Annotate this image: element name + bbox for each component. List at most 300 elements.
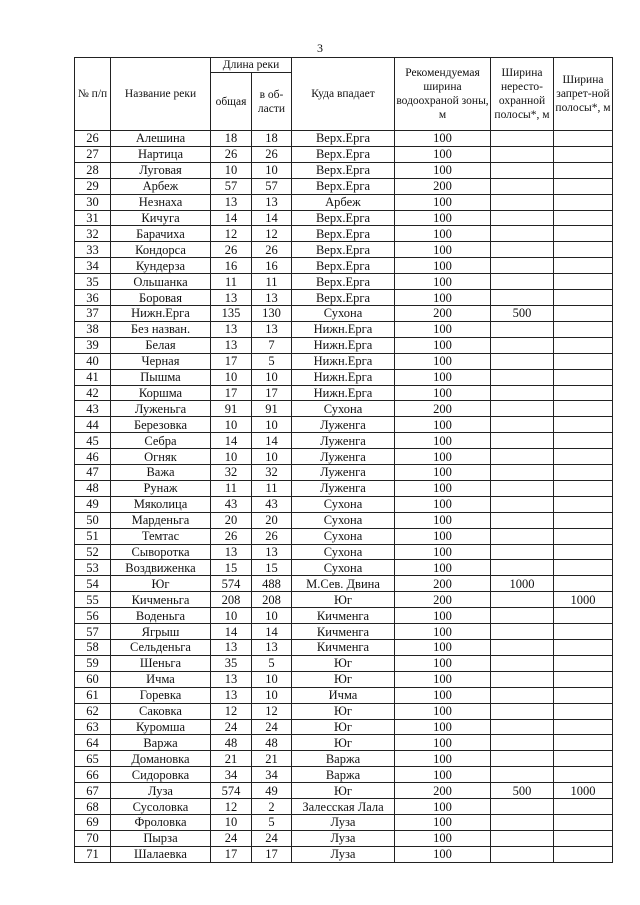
cell-spawn-width [491, 480, 554, 496]
cell-zone-width: 100 [395, 496, 491, 512]
cell-forbid-width [554, 290, 613, 306]
cell-zone-width: 100 [395, 258, 491, 274]
cell-river-name: Саковка [111, 703, 211, 719]
cell-forbid-width [554, 751, 613, 767]
cell-mouth: Луженга [292, 480, 395, 496]
cell-mouth: Луза [292, 814, 395, 830]
cell-mouth: Нижн.Ерга [292, 385, 395, 401]
table-row [75, 751, 613, 767]
cell-num: 33 [75, 242, 111, 258]
cell-zone-width: 100 [395, 449, 491, 465]
cell-spawn-width: 500 [491, 783, 554, 799]
cell-mouth: Сухона [292, 401, 395, 417]
cell-length-total: 20 [211, 512, 252, 528]
cell-zone-width: 100 [395, 687, 491, 703]
table-row [75, 703, 613, 719]
cell-forbid-width [554, 655, 613, 671]
table-row [75, 655, 613, 671]
cell-length-region: 12 [252, 703, 292, 719]
cell-river-name: Фроловка [111, 814, 211, 830]
rivers-table [74, 57, 613, 863]
cell-spawn-width [491, 528, 554, 544]
table-row [75, 576, 613, 592]
cell-spawn-width [491, 719, 554, 735]
cell-mouth: Сухона [292, 560, 395, 576]
cell-spawn-width [491, 592, 554, 608]
cell-forbid-width [554, 624, 613, 640]
cell-zone-width: 100 [395, 767, 491, 783]
cell-length-total: 14 [211, 433, 252, 449]
cell-zone-width: 100 [395, 226, 491, 242]
cell-mouth: Луженга [292, 417, 395, 433]
table-row [75, 337, 613, 353]
cell-zone-width: 100 [395, 131, 491, 147]
cell-forbid-width [554, 703, 613, 719]
cell-forbid-width [554, 687, 613, 703]
cell-mouth: Верх.Ерга [292, 274, 395, 290]
cell-river-name: Куромша [111, 719, 211, 735]
cell-spawn-width [491, 178, 554, 194]
cell-length-region: 208 [252, 592, 292, 608]
cell-length-region: 91 [252, 401, 292, 417]
cell-length-total: 26 [211, 146, 252, 162]
cell-mouth: Верх.Ерга [292, 258, 395, 274]
cell-river-name: Кондорса [111, 242, 211, 258]
table-row [75, 465, 613, 481]
cell-zone-width: 100 [395, 544, 491, 560]
cell-mouth: Нижн.Ерга [292, 321, 395, 337]
cell-num: 32 [75, 226, 111, 242]
cell-length-total: 10 [211, 369, 252, 385]
table-row [75, 131, 613, 147]
cell-length-total: 48 [211, 735, 252, 751]
cell-num: 52 [75, 544, 111, 560]
cell-zone-width: 100 [395, 210, 491, 226]
cell-length-region: 34 [252, 767, 292, 783]
cell-num: 53 [75, 560, 111, 576]
cell-forbid-width [554, 608, 613, 624]
cell-spawn-width [491, 274, 554, 290]
cell-mouth: Кичменга [292, 624, 395, 640]
cell-length-region: 10 [252, 687, 292, 703]
cell-mouth: Верх.Ерга [292, 290, 395, 306]
cell-length-total: 57 [211, 178, 252, 194]
cell-mouth: Кичменга [292, 640, 395, 656]
cell-forbid-width [554, 162, 613, 178]
cell-spawn-width [491, 321, 554, 337]
cell-num: 71 [75, 846, 111, 862]
cell-mouth: Нижн.Ерга [292, 337, 395, 353]
cell-river-name: Ичма [111, 671, 211, 687]
cell-spawn-width [491, 512, 554, 528]
cell-spawn-width [491, 624, 554, 640]
cell-length-region: 14 [252, 210, 292, 226]
table-row [75, 544, 613, 560]
cell-spawn-width [491, 417, 554, 433]
cell-forbid-width [554, 194, 613, 210]
cell-forbid-width [554, 417, 613, 433]
cell-river-name: Черная [111, 353, 211, 369]
cell-spawn-width [491, 465, 554, 481]
table-row [75, 735, 613, 751]
cell-spawn-width [491, 449, 554, 465]
cell-spawn-width [491, 385, 554, 401]
cell-spawn-width [491, 846, 554, 862]
cell-mouth: Кичменга [292, 608, 395, 624]
cell-river-name: Луженьга [111, 401, 211, 417]
cell-length-region: 11 [252, 480, 292, 496]
table-row [75, 242, 613, 258]
header-num: № п/п [75, 58, 111, 131]
cell-length-total: 10 [211, 608, 252, 624]
cell-zone-width: 100 [395, 735, 491, 751]
cell-river-name: Шеньга [111, 655, 211, 671]
cell-num: 45 [75, 433, 111, 449]
cell-mouth: Верх.Ерга [292, 242, 395, 258]
table-row [75, 560, 613, 576]
cell-spawn-width [491, 640, 554, 656]
cell-zone-width: 200 [395, 592, 491, 608]
cell-num: 57 [75, 624, 111, 640]
cell-zone-width: 100 [395, 799, 491, 815]
cell-forbid-width [554, 449, 613, 465]
cell-spawn-width [491, 687, 554, 703]
cell-river-name: Сыворотка [111, 544, 211, 560]
cell-spawn-width [491, 608, 554, 624]
cell-length-total: 11 [211, 274, 252, 290]
table-row [75, 417, 613, 433]
cell-forbid-width [554, 242, 613, 258]
cell-length-total: 16 [211, 258, 252, 274]
cell-length-total: 15 [211, 560, 252, 576]
table-row [75, 449, 613, 465]
cell-forbid-width [554, 480, 613, 496]
cell-num: 29 [75, 178, 111, 194]
table-row [75, 814, 613, 830]
cell-length-total: 10 [211, 814, 252, 830]
cell-length-region: 10 [252, 449, 292, 465]
cell-forbid-width [554, 544, 613, 560]
cell-zone-width: 100 [395, 337, 491, 353]
cell-forbid-width [554, 337, 613, 353]
header-spawn-width: Ширина нересто-охранной полосы*, м [491, 58, 554, 131]
cell-length-total: 24 [211, 830, 252, 846]
cell-spawn-width [491, 162, 554, 178]
cell-zone-width: 100 [395, 353, 491, 369]
cell-river-name: Домановка [111, 751, 211, 767]
cell-river-name: Сельденьга [111, 640, 211, 656]
cell-river-name: Алешина [111, 131, 211, 147]
cell-spawn-width [491, 210, 554, 226]
cell-length-total: 10 [211, 449, 252, 465]
cell-num: 51 [75, 528, 111, 544]
table-row [75, 258, 613, 274]
cell-num: 41 [75, 369, 111, 385]
cell-zone-width: 100 [395, 640, 491, 656]
cell-length-total: 17 [211, 385, 252, 401]
cell-zone-width: 100 [395, 624, 491, 640]
cell-spawn-width [491, 544, 554, 560]
cell-forbid-width [554, 433, 613, 449]
header-length-total: общая [211, 73, 252, 131]
cell-zone-width: 100 [395, 751, 491, 767]
cell-length-total: 13 [211, 544, 252, 560]
cell-forbid-width [554, 369, 613, 385]
cell-num: 58 [75, 640, 111, 656]
cell-spawn-width [491, 671, 554, 687]
cell-num: 54 [75, 576, 111, 592]
cell-zone-width: 100 [395, 194, 491, 210]
cell-forbid-width [554, 258, 613, 274]
table-row [75, 767, 613, 783]
cell-spawn-width: 500 [491, 305, 554, 321]
cell-num: 66 [75, 767, 111, 783]
cell-length-total: 14 [211, 210, 252, 226]
cell-zone-width: 100 [395, 417, 491, 433]
cell-length-total: 13 [211, 290, 252, 306]
cell-mouth: Варжа [292, 751, 395, 767]
cell-river-name: Юг [111, 576, 211, 592]
cell-length-total: 91 [211, 401, 252, 417]
cell-length-total: 17 [211, 846, 252, 862]
cell-mouth: Сухона [292, 544, 395, 560]
table-row [75, 162, 613, 178]
cell-river-name: Кундерза [111, 258, 211, 274]
cell-num: 68 [75, 799, 111, 815]
header-zone-width: Рекомендуемая ширина водоохраной зоны, м [395, 58, 491, 131]
cell-num: 47 [75, 465, 111, 481]
cell-river-name: Темтас [111, 528, 211, 544]
cell-forbid-width [554, 321, 613, 337]
cell-length-total: 13 [211, 321, 252, 337]
cell-mouth: Ичма [292, 687, 395, 703]
cell-spawn-width: 1000 [491, 576, 554, 592]
cell-mouth: Арбеж [292, 194, 395, 210]
table-row [75, 592, 613, 608]
cell-mouth: Верх.Ерга [292, 162, 395, 178]
table-row [75, 671, 613, 687]
cell-spawn-width [491, 258, 554, 274]
cell-river-name: Воздвиженка [111, 560, 211, 576]
cell-zone-width: 100 [395, 321, 491, 337]
cell-river-name: Незнаха [111, 194, 211, 210]
cell-mouth: Сухона [292, 305, 395, 321]
cell-zone-width: 100 [395, 830, 491, 846]
cell-forbid-width [554, 799, 613, 815]
cell-num: 56 [75, 608, 111, 624]
cell-spawn-width [491, 799, 554, 815]
cell-num: 43 [75, 401, 111, 417]
table-row [75, 433, 613, 449]
cell-river-name: Луговая [111, 162, 211, 178]
cell-mouth: Луза [292, 830, 395, 846]
cell-mouth: Варжа [292, 767, 395, 783]
cell-river-name: Варжа [111, 735, 211, 751]
table-row [75, 830, 613, 846]
table-row [75, 799, 613, 815]
cell-forbid-width [554, 814, 613, 830]
cell-forbid-width [554, 465, 613, 481]
cell-spawn-width [491, 703, 554, 719]
cell-length-region: 24 [252, 719, 292, 735]
cell-river-name: Барачиха [111, 226, 211, 242]
cell-length-total: 14 [211, 624, 252, 640]
cell-river-name: Боровая [111, 290, 211, 306]
cell-zone-width: 100 [395, 703, 491, 719]
cell-forbid-width: 1000 [554, 783, 613, 799]
cell-num: 65 [75, 751, 111, 767]
cell-num: 31 [75, 210, 111, 226]
cell-river-name: Ягрыш [111, 624, 211, 640]
cell-zone-width: 200 [395, 401, 491, 417]
cell-river-name: Важа [111, 465, 211, 481]
header-length-region: в об-ласти [252, 73, 292, 131]
cell-num: 70 [75, 830, 111, 846]
cell-mouth: Сухона [292, 528, 395, 544]
cell-spawn-width [491, 433, 554, 449]
table-row [75, 321, 613, 337]
cell-length-region: 57 [252, 178, 292, 194]
cell-river-name: Сусоловка [111, 799, 211, 815]
cell-zone-width: 100 [395, 719, 491, 735]
table-row [75, 512, 613, 528]
table-row [75, 385, 613, 401]
cell-zone-width: 100 [395, 512, 491, 528]
cell-num: 64 [75, 735, 111, 751]
table-row [75, 687, 613, 703]
cell-zone-width: 100 [395, 146, 491, 162]
cell-spawn-width [491, 830, 554, 846]
cell-length-region: 10 [252, 671, 292, 687]
cell-length-region: 14 [252, 624, 292, 640]
cell-river-name: Без назван. [111, 321, 211, 337]
table-row [75, 353, 613, 369]
cell-mouth: Юг [292, 671, 395, 687]
cell-spawn-width [491, 290, 554, 306]
cell-forbid-width [554, 846, 613, 862]
cell-length-total: 21 [211, 751, 252, 767]
cell-mouth: Юг [292, 719, 395, 735]
cell-length-region: 15 [252, 560, 292, 576]
cell-num: 35 [75, 274, 111, 290]
cell-length-region: 10 [252, 608, 292, 624]
table-header [75, 58, 613, 131]
cell-zone-width: 100 [395, 655, 491, 671]
table-row [75, 274, 613, 290]
cell-length-region: 5 [252, 814, 292, 830]
cell-river-name: Шалаевка [111, 846, 211, 862]
table-row [75, 210, 613, 226]
cell-forbid-width [554, 274, 613, 290]
cell-length-region: 10 [252, 417, 292, 433]
cell-num: 59 [75, 655, 111, 671]
cell-spawn-width [491, 226, 554, 242]
cell-length-region: 5 [252, 353, 292, 369]
cell-length-total: 13 [211, 640, 252, 656]
cell-zone-width: 100 [395, 274, 491, 290]
table-row [75, 178, 613, 194]
cell-river-name: Сидоровка [111, 767, 211, 783]
cell-length-region: 26 [252, 528, 292, 544]
cell-river-name: Себра [111, 433, 211, 449]
cell-river-name: Кичуга [111, 210, 211, 226]
cell-forbid-width [554, 560, 613, 576]
cell-num: 60 [75, 671, 111, 687]
cell-river-name: Мяколица [111, 496, 211, 512]
cell-mouth: Юг [292, 735, 395, 751]
cell-forbid-width [554, 496, 613, 512]
table-row [75, 528, 613, 544]
cell-mouth: Юг [292, 655, 395, 671]
cell-forbid-width [554, 735, 613, 751]
cell-length-total: 208 [211, 592, 252, 608]
table-row [75, 624, 613, 640]
cell-forbid-width [554, 146, 613, 162]
cell-zone-width: 200 [395, 783, 491, 799]
cell-length-region: 32 [252, 465, 292, 481]
header-name: Название реки [111, 58, 211, 131]
cell-length-region: 17 [252, 846, 292, 862]
cell-spawn-width [491, 401, 554, 417]
cell-forbid-width [554, 226, 613, 242]
cell-num: 27 [75, 146, 111, 162]
cell-river-name: Кичменьга [111, 592, 211, 608]
cell-river-name: Воденьга [111, 608, 211, 624]
page-number: 3 [317, 41, 323, 55]
cell-length-region: 14 [252, 433, 292, 449]
cell-length-total: 12 [211, 703, 252, 719]
cell-forbid-width [554, 640, 613, 656]
cell-river-name: Арбеж [111, 178, 211, 194]
cell-forbid-width: 1000 [554, 592, 613, 608]
cell-mouth: Сухона [292, 496, 395, 512]
cell-length-region: 20 [252, 512, 292, 528]
cell-length-region: 13 [252, 321, 292, 337]
cell-river-name: Белая [111, 337, 211, 353]
cell-forbid-width [554, 401, 613, 417]
table-row [75, 719, 613, 735]
cell-zone-width: 200 [395, 576, 491, 592]
cell-forbid-width [554, 528, 613, 544]
cell-num: 37 [75, 305, 111, 321]
cell-length-total: 574 [211, 576, 252, 592]
cell-mouth: Верх.Ерга [292, 131, 395, 147]
cell-length-total: 11 [211, 480, 252, 496]
cell-mouth: Нижн.Ерга [292, 369, 395, 385]
table-row [75, 496, 613, 512]
cell-mouth: Юг [292, 783, 395, 799]
cell-length-region: 13 [252, 194, 292, 210]
header-mouth: Куда впадает [292, 58, 395, 131]
cell-spawn-width [491, 131, 554, 147]
cell-length-total: 13 [211, 687, 252, 703]
cell-length-total: 10 [211, 162, 252, 178]
cell-river-name: Нартица [111, 146, 211, 162]
cell-spawn-width [491, 146, 554, 162]
cell-num: 26 [75, 131, 111, 147]
cell-forbid-width [554, 719, 613, 735]
cell-zone-width: 100 [395, 671, 491, 687]
cell-length-total: 135 [211, 305, 252, 321]
cell-num: 46 [75, 449, 111, 465]
cell-length-region: 7 [252, 337, 292, 353]
cell-num: 62 [75, 703, 111, 719]
cell-num: 67 [75, 783, 111, 799]
cell-num: 40 [75, 353, 111, 369]
cell-mouth: Сухона [292, 512, 395, 528]
table-row [75, 194, 613, 210]
cell-spawn-width [491, 655, 554, 671]
